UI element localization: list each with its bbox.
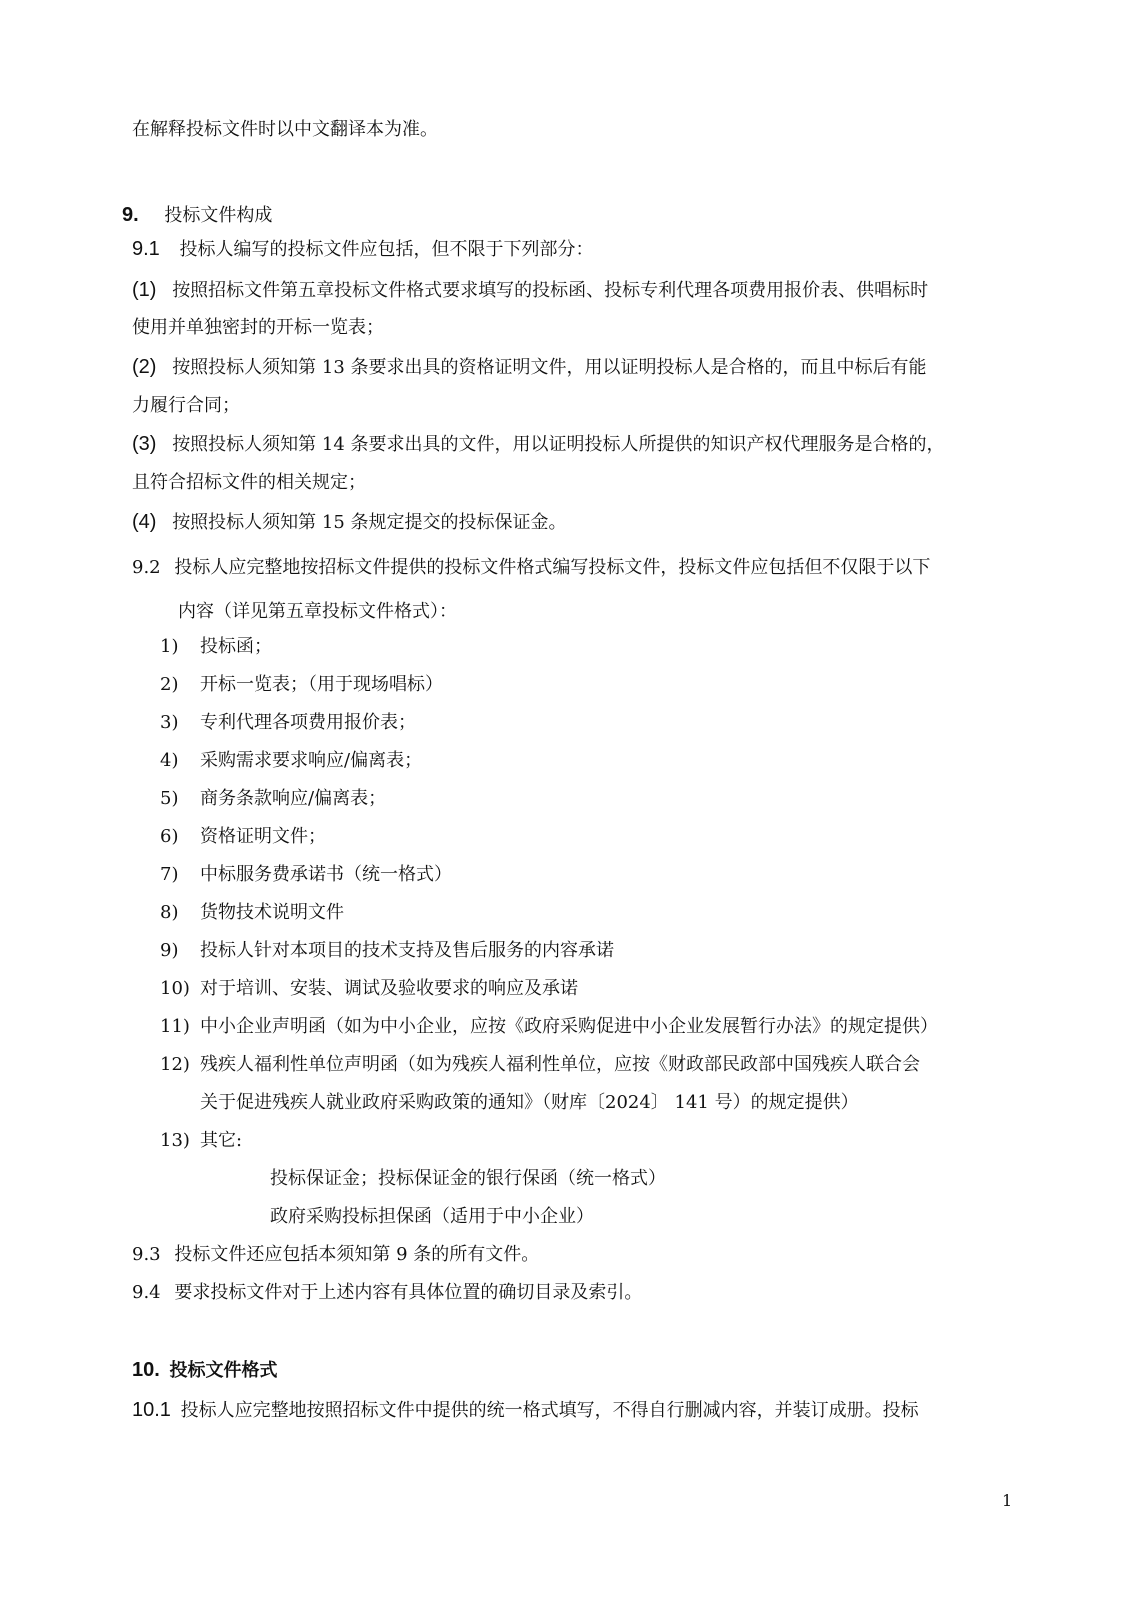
- list-num-8: 8): [160, 902, 179, 923]
- item-3: [132, 432, 945, 457]
- list-text-12: 残疾人福利性单位声明函（如为残疾人福利性单位，应按《财政部民政部中国残疾人联合会: [200, 1054, 920, 1075]
- intro-line: 在解释投标文件时以中文翻译本为准。: [132, 119, 438, 140]
- list-text-11: 中小企业声明函（如为中小企业，应按《政府采购促进中小企业发展暂行办法》的规定提供）: [200, 1016, 938, 1037]
- list-num-2: 2): [160, 674, 179, 695]
- item-4-label: (4): [132, 511, 157, 533]
- item-2-line2: 力履行合同；: [132, 395, 240, 416]
- list-text-1: 投标函；: [200, 636, 272, 657]
- section-9-title: 投标文件构成: [164, 205, 273, 226]
- item-3-line2: 且符合招标文件的相关规定；: [132, 472, 366, 493]
- section-10-heading: [132, 1358, 278, 1383]
- clause-9-1-text: 投标人编写的投标文件应包括，但不限于下列部分：: [179, 239, 594, 260]
- list-num-7: 7): [160, 864, 179, 885]
- list-num-6: 6): [160, 826, 179, 847]
- section-10-title: 投标文件格式: [169, 1360, 278, 1381]
- clause-9-4-number: 9.4: [132, 1282, 161, 1303]
- item-1-line2: 使用并单独密封的开标一览表；: [132, 317, 384, 338]
- section-9-heading: [122, 203, 272, 228]
- clause-10-1-text: 投标人应完整地按照招标文件中提供的统一格式填写，不得自行删减内容，并装订成册。投标: [180, 1400, 919, 1421]
- list-num-5: 5): [160, 788, 179, 809]
- list-text-2: 开标一览表；（用于现场唱标）: [200, 674, 443, 695]
- list-text-13: 其它:: [200, 1130, 243, 1151]
- list-text-3: 专利代理各项费用报价表；: [200, 712, 416, 733]
- section-10-number: 10.: [132, 1359, 160, 1381]
- section-9-number: 9.: [122, 204, 139, 226]
- list-text-10: 对于培训、安装、调试及验收要求的响应及承诺: [200, 978, 578, 999]
- clause-9-3: [132, 1243, 539, 1267]
- list-text-4: 采购需求要求响应/偏离表；: [200, 750, 423, 771]
- others-line-1: 投标保证金；投标保证金的银行保函（统一格式）: [270, 1168, 666, 1189]
- item-1-line1: 按照招标文件第五章投标文件格式要求填写的投标函、投标专利代理各项费用报价表、供唱标时: [172, 280, 929, 301]
- list-num-3: 3): [160, 712, 179, 733]
- clause-9-4: [132, 1281, 642, 1305]
- clause-9-2-line2: 内容（详见第五章投标文件格式）：: [178, 601, 457, 622]
- item-2: [132, 355, 927, 380]
- list-num-1: 1): [160, 636, 179, 657]
- page-number: 1: [1002, 1491, 1013, 1510]
- list-text-12-line2: 关于促进残疾人就业政府采购政策的通知》（财库〔2024〕 141 号）的规定提供）: [200, 1092, 859, 1113]
- list-text-6: 资格证明文件；: [200, 826, 326, 847]
- list-num-13: 13): [160, 1130, 190, 1151]
- item-1-label: (1): [132, 279, 157, 301]
- item-2-label: (2): [132, 356, 157, 378]
- item-1: [132, 278, 928, 303]
- clause-9-4-text: 要求投标文件对于上述内容有具体位置的确切目录及索引。: [174, 1282, 643, 1303]
- clause-10-1: [132, 1398, 919, 1423]
- clause-9-2-number: 9.2: [132, 557, 161, 578]
- others-line-2: 政府采购投标担保函（适用于中小企业）: [270, 1206, 594, 1227]
- list-num-9: 9): [160, 940, 179, 961]
- clause-9-2: [132, 556, 930, 580]
- item-4-line1: 按照投标人须知第 15 条规定提交的投标保证金。: [172, 512, 567, 533]
- item-4: [132, 510, 567, 535]
- clause-9-2-line1: 投标人应完整地按招标文件提供的投标文件格式编写投标文件，投标文件应包括但不仅限于以下: [174, 557, 931, 578]
- list-text-5: 商务条款响应/偏离表；: [200, 788, 387, 809]
- item-2-line1: 按照投标人须知第 13 条要求出具的资格证明文件，用以证明投标人是合格的，而且中标后有能: [172, 357, 927, 378]
- list-text-9: 投标人针对本项目的技术支持及售后服务的内容承诺: [200, 940, 614, 961]
- clause-9-3-text: 投标文件还应包括本须知第 9 条的所有文件。: [174, 1244, 540, 1265]
- clause-9-3-number: 9.3: [132, 1244, 161, 1265]
- list-text-7: 中标服务费承诺书（统一格式）: [200, 864, 452, 885]
- clause-9-1: [132, 237, 594, 262]
- list-num-11: 11): [160, 1016, 190, 1037]
- item-3-line1: 按照投标人须知第 14 条要求出具的文件，用以证明投标人所提供的知识产权代理服务是合格的，: [172, 434, 945, 455]
- item-3-label: (3): [132, 433, 157, 455]
- clause-9-1-number: 9.1: [132, 238, 160, 260]
- list-num-10: 10): [160, 978, 190, 999]
- list-text-8: 货物技术说明文件: [200, 902, 344, 923]
- clause-10-1-number: 10.1: [132, 1399, 171, 1421]
- list-num-4: 4): [160, 750, 179, 771]
- list-num-12: 12): [160, 1054, 190, 1075]
